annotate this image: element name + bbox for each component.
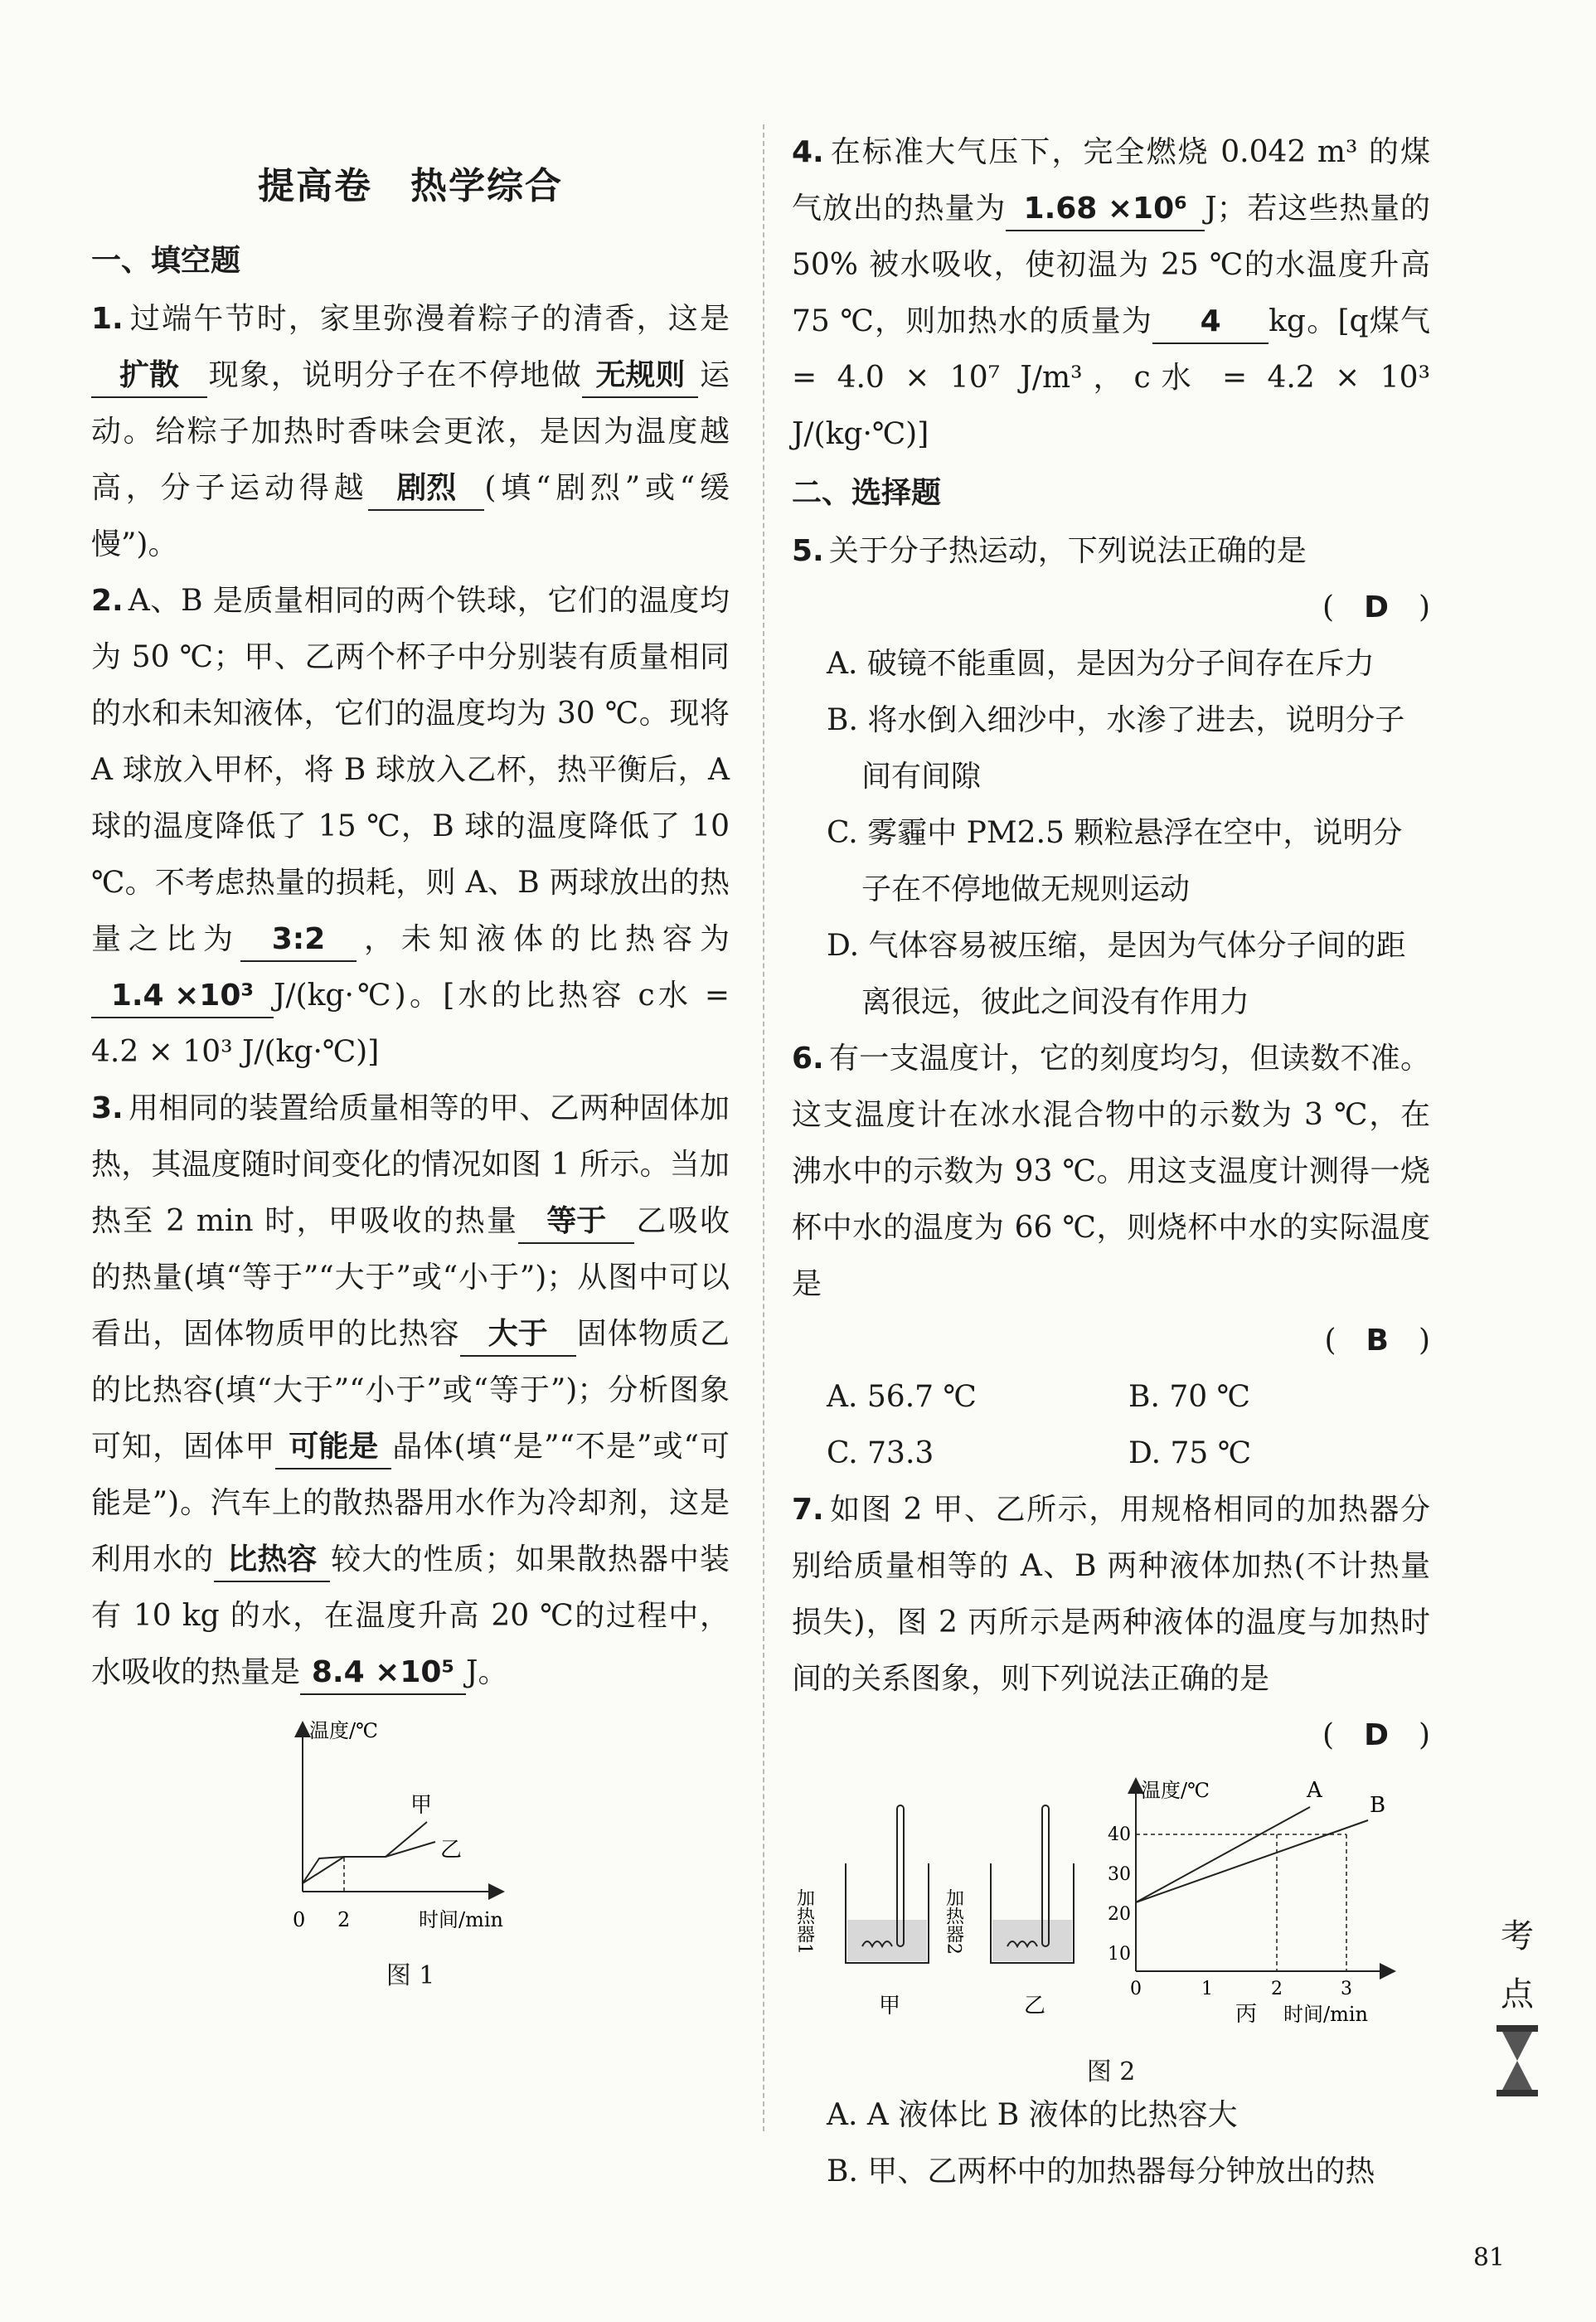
series-line-a <box>1136 1807 1310 1902</box>
side-tab-text: 点 <box>1501 1975 1534 2014</box>
x-tick-label: 1 <box>1201 1979 1213 1999</box>
y-tick-label: 30 <box>1108 1864 1131 1885</box>
option: D. 75 ℃ <box>1128 1436 1251 1470</box>
question-text: J；若这些热量的 50% 被水吸收，使初温为 25 ℃的水温度升高 75 ℃，则加热水的质量为 <box>792 192 1430 338</box>
heater-1-label: 加热器1 <box>793 1888 815 1955</box>
question-number: 5. <box>792 534 824 568</box>
answer-bracket: ( B ) <box>1324 1324 1430 1358</box>
question-text: ，未知液体的比热容为 <box>357 922 730 956</box>
choice-answer: B <box>1366 1324 1389 1358</box>
answer-blank: 扩散 <box>91 355 207 398</box>
x-tick-label: 3 <box>1341 1979 1352 1999</box>
option: C. 雾霾中 PM2.5 颗粒悬浮在空中，说明分子在不停地做无规则运动 <box>827 816 1403 906</box>
x-axis-label: 时间/min <box>419 1908 503 1931</box>
beaker-2-caption: 乙 <box>1024 1994 1046 2018</box>
option-row <box>827 1369 1430 1426</box>
question-text: A、B 是质量相同的两个铁球，它们的温度均为 50 ℃；甲、乙两个杯子中分别装有质量相同的水和未知液体，它们的温度均为 30 ℃。现将 A 球放入甲杯，将 B 球放入乙杯，热平衡后，A 球的温度降低了 15 ℃，B 球的温度降低了 10 ℃。不考虑热量的损耗，则 A、B 两球放出的热量之比为 <box>91 584 730 956</box>
question-2 <box>91 573 730 1081</box>
question-text: 现象，说明分子在不停地做 <box>207 358 583 392</box>
figure-1 <box>269 1709 551 1950</box>
question-text: 用相同的装置给质量相等的甲、乙两种固体加热，其温度随时间变化的情况如图 1 所示。当加热至 2 min 时，甲吸收的热量 <box>91 1091 730 1238</box>
figure-1-caption: 图 1 <box>386 1961 435 1990</box>
option: D. 气体容易被压缩，是因为气体分子间的距离很远，彼此之间没有作用力 <box>827 929 1406 1019</box>
left-column <box>91 108 730 1991</box>
option: B. 70 ℃ <box>1128 1380 1250 1414</box>
question-4 <box>792 124 1430 463</box>
question-text: kg。[q煤气 = 4.0 × 10⁷ J/m³，c水 = 4.2 × 10³ J/(kg·℃)] <box>792 304 1430 451</box>
question-number: 6. <box>792 1042 824 1076</box>
answer-blank: 1.68 ×10⁶ <box>1006 188 1205 231</box>
option: B. 将水倒入细沙中，水渗了进去，说明分子间有间隙 <box>827 703 1405 794</box>
series-label-jia: 甲 <box>410 1793 433 1818</box>
option: C. 73.3 <box>827 1436 934 1470</box>
question-stem: 如图 2 甲、乙所示，用规格相同的加热器分别给质量相等的 A、B 两种液体加热(不计热量损失)，图 2 丙所示是两种液体的温度与加热时间的关系图象，则下列说法正确的是 <box>792 1493 1430 1696</box>
series-line-b <box>1136 1820 1368 1902</box>
question-6 <box>792 1031 1430 1482</box>
y-axis-label: 温度/℃ <box>309 1719 378 1742</box>
option: A. 56.7 ℃ <box>827 1380 977 1414</box>
question-7 <box>792 1482 1430 2200</box>
question-text: J/(kg·℃)。[水的比热容 c水 = 4.2 × 10³ J/(kg·℃)] <box>91 979 730 1069</box>
answer-blank: 1.4 ×10³ <box>91 975 274 1018</box>
hourglass-icon <box>1492 2023 1542 2098</box>
answer-blank: 可能是 <box>275 1426 391 1469</box>
x-tick-label: 2 <box>337 1908 351 1931</box>
section-choice-heading: 二、选择题 <box>792 476 942 510</box>
side-tab <box>1480 1907 1555 2116</box>
series-line-yi <box>303 1842 435 1883</box>
right-column <box>792 108 1430 2200</box>
figure-2-caption: 图 2 <box>1086 2057 1136 2086</box>
answer-blank: 3:2 <box>240 919 357 962</box>
question-number: 7. <box>792 1493 824 1527</box>
question-number: 3. <box>91 1091 124 1125</box>
answer-bracket: ( D ) <box>1322 590 1430 624</box>
answer-blank: 大于 <box>460 1314 576 1357</box>
graph-caption: 丙 <box>1235 2002 1258 2027</box>
question-number: 2. <box>91 584 124 618</box>
x-tick-label: 2 <box>1271 1979 1283 1999</box>
y-tick-label: 10 <box>1108 1944 1131 1965</box>
question-text: 在标准大气压下，完全燃烧 0.042 m³ 的煤气放出的热量为 <box>792 135 1430 226</box>
question-text: 固体物质乙的比热容(填“大于”“小于”或“等于”)；分析图象可知，固体甲 <box>91 1317 730 1464</box>
page-number: 81 <box>1472 2243 1505 2272</box>
figure-2 <box>793 1772 1418 2046</box>
temperature-graph <box>1108 1778 1393 2027</box>
answer-blank: 4 <box>1152 301 1269 344</box>
question-5 <box>792 523 1430 1031</box>
question-stem: 有一支温度计，它的刻度均匀，但读数不准。这支温度计在冰水混合物中的示数为 3 ℃，在沸水中的示数为 93 ℃。用这支温度计测得一烧杯中水的温度为 66 ℃，则烧杯中水的实际温度是 <box>792 1042 1430 1301</box>
column-divider <box>763 124 764 2131</box>
question-number: 1. <box>91 302 124 336</box>
answer-blank: 等于 <box>518 1201 634 1244</box>
side-tab-text: 考 <box>1501 1917 1534 1955</box>
choice-answer: D <box>1364 1718 1389 1752</box>
page-title: 提高卷 热学综合 <box>258 165 563 207</box>
y-axis-label: 温度/℃ <box>1141 1779 1210 1802</box>
question-text: 晶体(填“是”“不是”或“可能是”)。汽车上的散热器用水作为冷却剂，这是利用水的 <box>91 1430 730 1576</box>
option: A. A 液体比 B 液体的比热容大 <box>827 2098 1238 2132</box>
section-fill-heading: 一、填空题 <box>91 244 241 278</box>
x-tick-label: 0 <box>1130 1979 1142 1999</box>
question-stem: 关于分子热运动，下列说法正确的是 <box>828 534 1307 568</box>
answer-blank: 比热容 <box>214 1539 330 1582</box>
heater-2-label: 加热器2 <box>943 1888 964 1955</box>
question-text: 过端午节时，家里弥漫着粽子的清香，这是 <box>128 302 730 336</box>
option-row <box>827 1426 1430 1482</box>
choice-answer: D <box>1364 590 1389 624</box>
question-text: 乙吸收的热量(填“等于”“大于”或“小于”)；从图中可以看出，固体物质甲的比热容 <box>91 1204 730 1351</box>
question-text: (填“剧烈”或“缓慢”)。 <box>91 471 730 561</box>
series-label-a: A <box>1307 1778 1322 1803</box>
answer-blank: 无规则 <box>582 355 698 398</box>
y-tick-label: 40 <box>1108 1824 1131 1845</box>
answer-blank: 8.4 ×10⁵ <box>300 1652 466 1695</box>
question-3 <box>91 1081 730 1701</box>
series-label-b: B <box>1370 1793 1386 1818</box>
y-tick-label: 20 <box>1108 1904 1131 1925</box>
origin-label: 0 <box>293 1908 306 1931</box>
answer-blank: 剧烈 <box>368 468 484 511</box>
option: B. 甲、乙两杯中的加热器每分钟放出的热 <box>827 2154 1375 2188</box>
question-1 <box>91 291 730 573</box>
option: A. 破镜不能重圆，是因为分子间存在斥力 <box>827 647 1375 681</box>
question-text: 较大的性质；如果散热器中装有 10 kg 的水，在温度升高 20 ℃的过程中，水吸收的热量是 <box>91 1542 730 1689</box>
x-axis-label: 时间/min <box>1283 2003 1368 2026</box>
answer-bracket: ( D ) <box>1322 1718 1430 1752</box>
beaker-1-caption: 甲 <box>879 1994 901 2018</box>
question-text: J。 <box>466 1655 508 1689</box>
question-text: 运动。给粽子加热时香味会更浓，是因为温度越高，分子运动得越 <box>91 358 730 505</box>
series-line-jia <box>303 1822 427 1883</box>
question-number: 4. <box>792 135 824 169</box>
series-label-yi: 乙 <box>440 1838 463 1863</box>
